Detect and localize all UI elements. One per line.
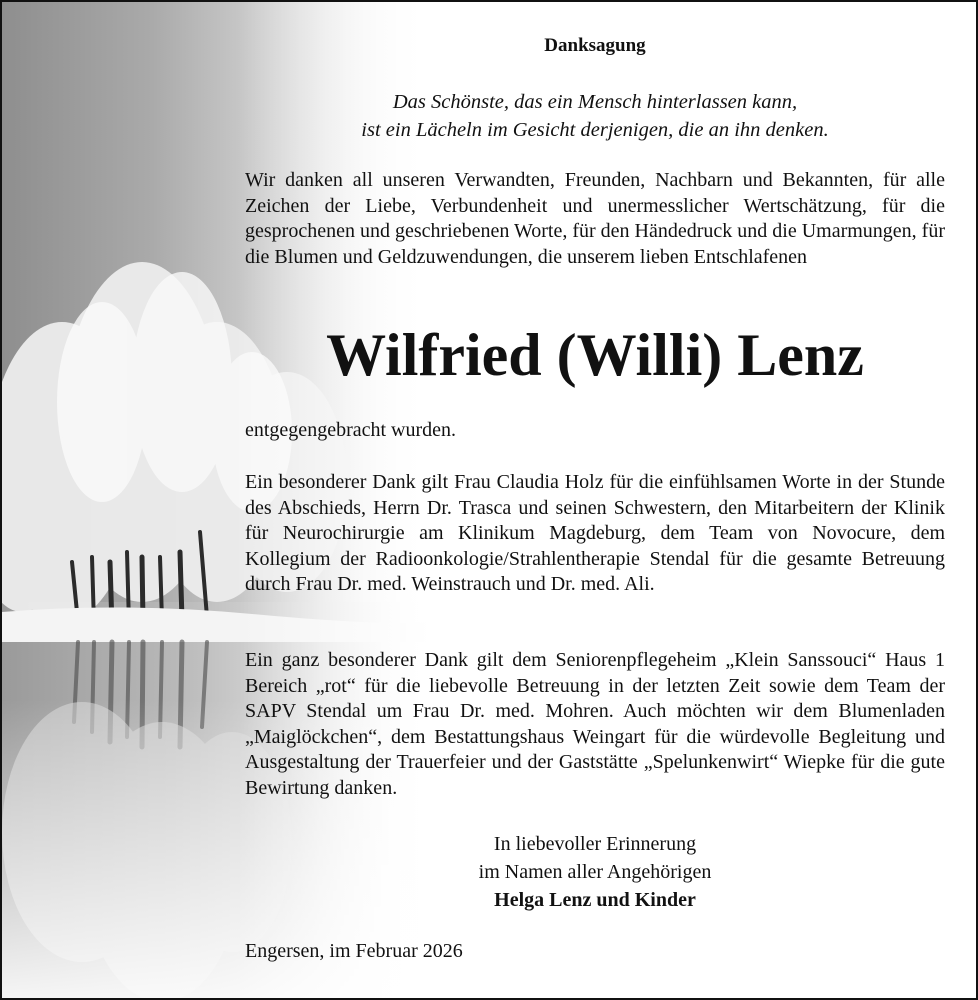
motto-quote xyxy=(245,88,945,144)
signature-line-1: In liebevoller Erinnerung xyxy=(493,833,697,855)
thanks-paragraph-2: entgegengebracht wurden. xyxy=(245,419,457,441)
thanks-paragraph-4: Ein ganz besonderer Dank gilt dem Seniorenpflegeheim „Klein Sanssouci“ Haus 1 Bereich „rot“ für die liebevolle Betreuung in der letzten Zeit sowie dem Team der SAPV Stendal um Frau Dr. med. Mohren. Auch möchten wir dem Blumenladen „Maiglöckchen“, dem Bestattungshaus Weingart für die würdevolle Begleitung und Ausgestaltung der Trauerfeier und der Gaststätte „Spelunkenwirt“ Wiepke für die gute Bewirtung danken. xyxy=(245,649,945,799)
motto-line-2: ist ein Lächeln im Gesicht derjenigen, die an ihn denken. xyxy=(361,119,829,141)
motto-line-1: Das Schönste, das ein Mensch hinterlassen kann, xyxy=(392,91,798,113)
place-date: Engersen, im Februar 2026 xyxy=(245,940,463,962)
thanks-paragraph-3: Ein besonderer Dank gilt Frau Claudia Holz für die einfühlsamen Worte in der Stunde des Abschieds, Herrn Dr. Trasca und seinen Schwestern, den Mitarbeitern der Klinik für Neurochirurgie am Klinikum Magdeburg, dem Team von Novocure, dem Kollegium der Radioonkologie/Strahlentherapie Stendal für die gesamte Betreuung durch Frau Dr. med. Weinstrauch und Dr. med. Ali. xyxy=(245,471,945,596)
thanks-paragraph-1: Wir danken all unseren Verwandten, Freunden, Nachbarn und Bekannten, für alle Zeichen der Liebe, Verbundenheit und unermesslicher Wertschätzung, für die gesprochenen und geschriebenen Worte, für den Händedruck und die Umarmungen, für die Blumen und Geldzuwendungen, die unserem lieben Entschlafenen xyxy=(245,169,945,268)
signature-block xyxy=(375,830,815,914)
signature-line-2: im Namen aller Angehörigen xyxy=(478,861,712,883)
notice-title: Danksagung xyxy=(544,35,646,56)
deceased-name: Wilfried (Willi) Lenz xyxy=(326,322,864,388)
signature-names: Helga Lenz und Kinder xyxy=(494,889,696,911)
